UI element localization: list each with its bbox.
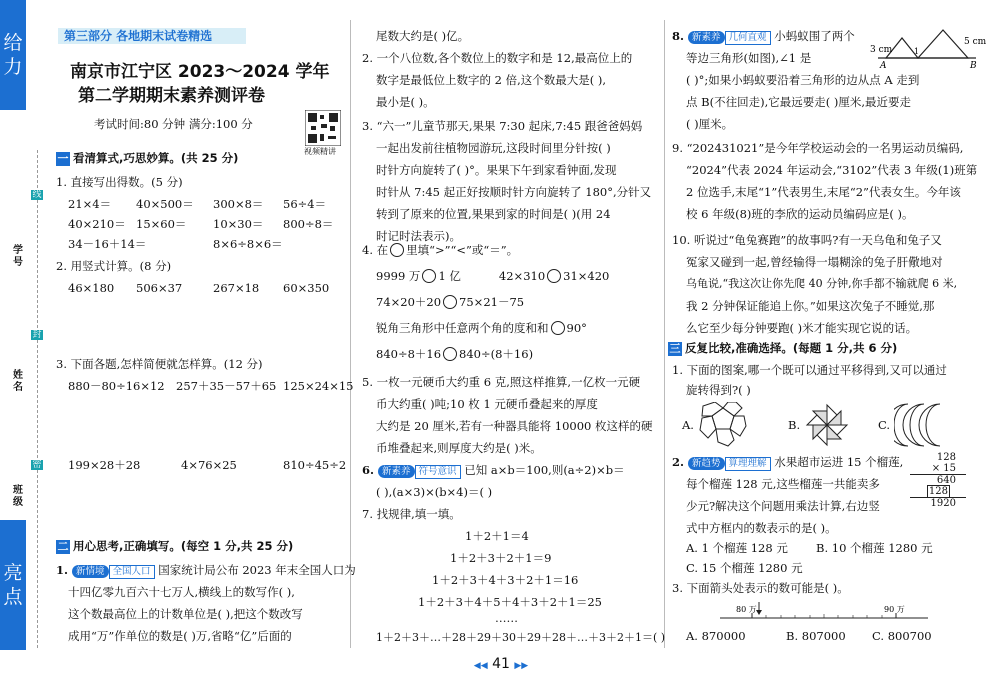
calc-item: 199×28＋28 [68, 458, 141, 472]
question: 2. 新趋势 算理理解 水果超市运进 15 个榴莲, [672, 455, 904, 469]
blank-circle[interactable] [551, 321, 565, 335]
question-text: 每个榴莲 128 元,这些榴莲一共能卖多 [686, 477, 880, 491]
option-label[interactable]: A. [682, 418, 694, 432]
question-text: 尾数大约是( )亿。 [376, 29, 470, 43]
tag: 新素养 [688, 31, 725, 44]
question-text: 币大约重( )吨;10 枚 1 元硬币叠起来的厚度 [376, 397, 598, 411]
question: 9. “202431021”是今年学校运动会的一名男运动员编码, [672, 141, 964, 155]
option-text: B. 807000 [786, 629, 846, 643]
side-char: 点 [3, 586, 23, 608]
question: 10. 听说过“龟兔赛跑”的故事吗?有一天乌龟和兔子又 [672, 233, 942, 247]
expr: 9999 万 [376, 269, 421, 283]
question-text: 已知 a×b＝100,则(a÷2)×b＝ [464, 463, 625, 477]
expr: 1 亿 [438, 269, 461, 283]
exam-title-line2: 第二学期期末素养测评卷 [78, 86, 265, 106]
question-text: ( )厘米。 [686, 117, 734, 131]
question: 1. 新情境 全国人口 国家统计局公布 2023 年末全国人口为 [56, 563, 356, 577]
qr-code[interactable] [305, 110, 341, 146]
option-label[interactable]: C. [878, 418, 891, 432]
fig-label: 3 cm [870, 45, 893, 55]
tag: 新情境 [72, 565, 109, 578]
section-1-heading [56, 150, 238, 166]
calc-item: 267×18 [213, 281, 260, 295]
exam-info: 考试时间:80 分钟 满分:100 分 [94, 117, 253, 131]
section-number: 二 [57, 540, 69, 553]
vm-row [910, 486, 966, 497]
next-arrow-icon: ▶▶ [514, 661, 529, 671]
option-text: C. 15 个榴莲 1280 元 [686, 561, 803, 575]
student-id-label: 学号 [13, 245, 23, 268]
calc-item: 506×37 [136, 281, 183, 295]
question-text: 小蚂蚁围了两个 [774, 29, 855, 43]
question-text: 最小是( )。 [376, 95, 435, 109]
question-text: 十四亿零九百六十七万人,横线上的数写作( ), [68, 585, 295, 599]
vm-row: × 15 [910, 463, 966, 475]
question-text: 等边三角形(如图),∠1 是 [686, 51, 812, 65]
number-line [716, 600, 932, 624]
question: 7. 找规律,填一填。 [362, 507, 461, 521]
question-text: 国家统计局公布 2023 年末全国人口为 [158, 563, 356, 577]
question: 5. 一枚一元硬币大约重 6 克,照这样推算,一亿枚一元硬 [362, 375, 641, 389]
calc-item: 810÷45÷2 [283, 458, 347, 472]
expr: 840÷(8＋16) [459, 347, 534, 361]
vm-row: 640 [936, 475, 956, 486]
question: 2. 用竖式计算。(8 分) [56, 259, 172, 273]
nl-label-left: 80 万 [736, 605, 757, 614]
blank-circle[interactable] [422, 269, 436, 283]
question-text: ( )°;如果小蚂蚁要沿着三角形的边从点 A 走到 [686, 73, 920, 87]
side-char: 给 [3, 32, 23, 54]
question-text: 转到了原来的位置,果果到家的时间是( )(用 24 [376, 207, 611, 221]
fig-label: 1 [914, 47, 920, 56]
pattern-text: 1＋2＋3＋4＋3＋2＋1＝16 [432, 573, 579, 587]
vm-boxed: 128 [928, 486, 948, 497]
calc-item: 800÷8＝ [283, 217, 334, 231]
section-number: 三 [669, 342, 681, 355]
side-char: 力 [3, 56, 23, 78]
question-text: 大约是 20 厘米,若有一种器具能将 10000 枚这样的硬 [376, 419, 653, 433]
section-title: 反复比较,准确选择。(每题 1 分,共 6 分) [685, 341, 898, 355]
section-2-heading [56, 538, 293, 554]
question: 1. 直接写出得数。(5 分) [56, 175, 183, 189]
option[interactable] [872, 628, 932, 644]
fig-label: A [880, 61, 887, 70]
question [362, 240, 518, 260]
compare-row [376, 266, 609, 286]
section-number: 一 [57, 152, 69, 165]
question-text: 币堆叠起来,则厚度大约是( )米。 [376, 441, 542, 455]
side-tab-bottom [0, 520, 26, 650]
triangle-figure [868, 26, 992, 70]
page-number-bar [466, 656, 536, 672]
option[interactable] [686, 560, 803, 576]
question-text: 旋转得到?( ) [686, 383, 751, 397]
nl-label-right: 90 万 [884, 605, 905, 614]
calc-item: 40×210＝ [68, 217, 126, 231]
calc-item: 125×24×15 [283, 379, 354, 393]
question-text: 这个数最高位上的计数单位是( ),把这个数改写 [68, 607, 303, 621]
compare-row [376, 344, 533, 364]
vertical-multiplication [910, 452, 966, 509]
tag: 新趋势 [688, 457, 725, 470]
calc-item: 300×8＝ [213, 197, 264, 211]
question-text: 校 6 年级(8)班的李欣的运动员编码应是( )。 [686, 207, 914, 221]
calc-item: 46×180 [68, 281, 115, 295]
question-text: 少元?解决这个问题用乘法计算,右边竖 [686, 499, 880, 513]
page-number: 41 [492, 656, 510, 672]
tag: 符号意识 [415, 465, 461, 479]
expr: 74×20＋20 [376, 295, 442, 309]
question: 3. 下面箭头处表示的数可能是( )。 [672, 581, 849, 595]
calc-item: 34－16＋14＝ [68, 237, 147, 251]
column-divider [350, 20, 351, 648]
compare-row [376, 292, 524, 312]
question-text: “2024”代表 2024 年运动会,“3102”代表 3 年级(1)班第 [686, 163, 978, 177]
section-title: 用心思考,正确填写。(每空 1 分,共 25 分) [73, 539, 294, 553]
option-b-figure [804, 402, 850, 448]
option-text: A. 1 个榴莲 128 元 [686, 541, 788, 555]
calc-item: 8×6÷8×6＝ [213, 237, 283, 251]
fig-label: 5 cm [964, 37, 987, 47]
option-c-figure [894, 402, 954, 448]
option[interactable] [816, 540, 933, 556]
side-tag: 线 [32, 190, 42, 200]
pattern-text: 1＋2＋3＋2＋1＝9 [450, 551, 552, 565]
vm-row: 128 [936, 452, 956, 463]
pattern-text: 1＋2＋3＋4＋5＋4＋3＋2＋1＝25 [418, 595, 602, 609]
question-text: 水果超市运进 15 个榴莲, [774, 455, 904, 469]
option-text: B. 10 个榴莲 1280 元 [816, 541, 933, 555]
tag: 新素养 [378, 465, 415, 478]
question-text: 时针方向旋转了( )°。果果下午到家看钟面,发现 [376, 163, 617, 177]
question-text: 我 2 分钟保证能追上你。”如果这次兔子不睡觉,那 [686, 299, 935, 313]
question-text: 里填“>”“<”或“＝”。 [406, 243, 519, 257]
pattern-text: 1＋2＋1＝4 [465, 529, 529, 543]
section-title: 看清算式,巧思妙算。(共 25 分) [73, 151, 239, 165]
option[interactable] [786, 628, 846, 644]
name-label: 姓名 [13, 370, 23, 393]
expr: 42×310 [498, 269, 546, 283]
blank-circle[interactable] [443, 295, 457, 309]
calc-item: 21×4＝ [68, 197, 112, 211]
question-text: 么它至少每分钟要跑( )米才能实现它说的话。 [686, 321, 918, 335]
question: 3. 下面各题,怎样简便就怎样算。(12 分) [56, 357, 263, 371]
question: 6. 新素养 符号意识 已知 a×b＝100,则(a÷2)×b＝ [362, 463, 625, 477]
question-text: ( ),(a×3)×(b×4)＝( ) [376, 485, 493, 499]
question-text: 点 B(不往回走),它最远要走( )厘米,最近要走 [686, 95, 912, 109]
blank-circle[interactable] [547, 269, 561, 283]
part-banner: 第三部分 各地期末试卷精选 [58, 28, 246, 44]
question-text: 4. 在 [362, 243, 389, 257]
pattern-line: 1＋2＋3＋…＋28＋29＋30＋29＋28＋…＋3＋2＋1＝( ) [376, 631, 666, 644]
question: 3. “六一”儿童节那天,果果 7:30 起床,7:45 跟爸爸妈妈 [362, 119, 643, 133]
option-text: C. 800700 [872, 629, 932, 643]
compare-row [376, 318, 587, 338]
pattern-text: …… [495, 611, 518, 625]
calc-item: 10×30＝ [213, 217, 264, 231]
question: 1. 下面的图案,哪一个既可以通过平移得到,又可以通过 [672, 363, 947, 377]
prev-arrow-icon: ◀◀ [473, 661, 488, 671]
fig-label: B [970, 61, 977, 70]
question-text: 一起出发前往植物园游玩,这段时间里分针按( ) [376, 141, 611, 155]
question-text: 数字是最低位上数字的 2 倍,这个数最大是( ), [376, 73, 607, 87]
question: 2. 一个八位数,各个数位上的数字和是 12,最高位上的 [362, 51, 633, 65]
side-tab-top [0, 0, 26, 110]
column-divider [664, 20, 665, 648]
calc-item: 56÷4＝ [283, 197, 327, 211]
option[interactable] [686, 540, 788, 556]
tag: 算理理解 [725, 457, 771, 471]
question-text: 时针从 7:45 起正好按顺时针方向旋转了 180°,分针又 [376, 185, 652, 199]
expr: 锐角三角形中任意两个角的度和和 [376, 321, 549, 335]
expr: 90° [566, 321, 587, 335]
question-text: 冤家又碰到一起,曾经输得一塌糊涂的兔子肝儆地对 [686, 255, 943, 269]
calc-item: 40×500＝ [136, 197, 194, 211]
question-text: 式中方框内的数表示的是( )。 [686, 521, 837, 535]
calc-item: 4×76×25 [181, 458, 237, 472]
expr: 31×420 [563, 269, 610, 283]
side-tag: 密 [32, 460, 42, 470]
question-text: 成用“万”作单位的数是( )万,省略“亿”后面的 [68, 629, 292, 643]
vm-row: 1920 [910, 497, 966, 509]
side-tag: 封 [32, 330, 42, 340]
blank-circle[interactable] [390, 243, 404, 257]
side-char: 亮 [3, 562, 23, 584]
exam-title-line1: 南京市江宁区 2023～2024 学年 [70, 62, 330, 82]
tag: 全国人口 [109, 565, 155, 579]
question-text: 时记时法表示)。 [376, 229, 461, 243]
calc-item: 880－80÷16×12 [68, 379, 165, 393]
pattern-options [682, 400, 992, 450]
calc-item: 15×60＝ [136, 217, 187, 231]
question-text: 2 位选手,末尾“1”代表男生,末尾“2”代表女生。今年该 [686, 185, 961, 199]
class-label: 班级 [13, 485, 23, 508]
expr: 75×21－75 [459, 295, 525, 309]
expr: 840÷8＋16 [376, 347, 442, 361]
option-text: A. 870000 [686, 629, 746, 643]
calc-item: 60×350 [283, 281, 330, 295]
calc-item: 257＋35－57＋65 [176, 379, 277, 393]
section-3-heading [668, 340, 897, 356]
option-a-figure [698, 402, 748, 448]
blank-circle[interactable] [443, 347, 457, 361]
qr-label: 视频精讲 [304, 147, 336, 156]
cut-line [37, 150, 38, 648]
option[interactable] [686, 628, 746, 644]
question: 8. 新素养 几何直观 小蚂蚁围了两个 [672, 29, 855, 43]
tag: 几何直观 [725, 31, 771, 45]
question-text: 乌龟说,“我这次让你先爬 40 分钟,你手都不输就爬 6 米, [686, 277, 958, 290]
option-label[interactable]: B. [788, 418, 801, 432]
